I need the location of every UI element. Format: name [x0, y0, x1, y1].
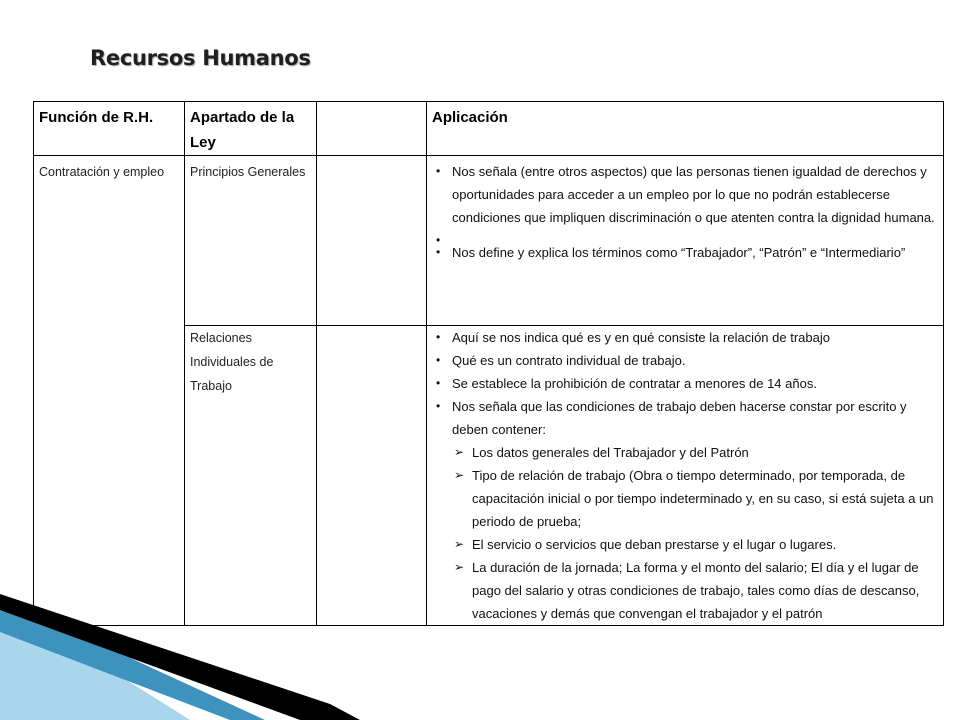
- sub-list-item: [452, 533, 938, 556]
- cell-aplicacion: [427, 326, 944, 626]
- cell-funcion: Contratación y empleo: [34, 156, 185, 626]
- sub-list-item-text: Tipo de relación de trabajo (Obra o tiempo determinado, por temporada, de capacitación inicial o por tiempo indeterminado y, en su caso, si está sujeta a un periodo de prueba;: [472, 468, 934, 529]
- slide-title: Recursos Humanos: [90, 46, 311, 70]
- list-item: • Aquí se nos indica qué es y en qué consiste la relación de trabajo: [432, 326, 938, 349]
- arrow-bullet-icon: ➢: [454, 445, 465, 459]
- arrow-bullet-icon: ➢: [454, 560, 465, 574]
- cell-apartado: Relaciones Individuales de Trabajo: [185, 326, 317, 626]
- list-item: • Se establece la prohibición de contratar a menores de 14 años.: [432, 372, 938, 395]
- list-item: • Nos define y explica los términos como “Trabajador”, “Patrón” e “Intermediario”: [432, 241, 938, 264]
- header-aplicacion: Aplicación: [427, 102, 944, 156]
- sub-list-item: [452, 464, 938, 533]
- arrow-bullet-icon: ➢: [454, 537, 465, 551]
- cell-aplicacion: [427, 156, 944, 326]
- cell-apartado: Principios Generales: [185, 156, 317, 326]
- header-apartado: Apartado de la Ley: [185, 102, 317, 156]
- sub-list-item-text: El servicio o servicios que deban prestarse y el lugar o lugares.: [472, 537, 837, 552]
- table-row: [34, 156, 944, 326]
- decorative-swoosh: [0, 580, 420, 720]
- list-spacer: [432, 229, 938, 241]
- subitem-list: [452, 441, 938, 625]
- sub-list-item-text: Los datos generales del Trabajador y del Patrón: [472, 445, 749, 460]
- sub-list-item-text: La duración de la jornada; La forma y el monto del salario; El día y el lugar de pago del salario y otras condiciones de trabajo, tales como días de descanso, vacaciones y demás que convengan el trabajador y el patrón: [472, 560, 920, 621]
- header-funcion: Función de R.H.: [34, 102, 185, 156]
- aplicacion-list: [432, 160, 938, 264]
- list-item: • Nos señala (entre otros aspectos) que las personas tienen igualdad de derechos y oportunidades para acceder a un empleo por lo que no podrán establecerse condiciones que impliquen discriminación o que atenten contra la dignidad humana.: [432, 160, 938, 229]
- cell-empty: [317, 156, 427, 326]
- aplicacion-list: [432, 326, 938, 441]
- list-item: • Qué es un contrato individual de trabajo.: [432, 349, 938, 372]
- arrow-bullet-icon: ➢: [454, 468, 465, 482]
- list-item: • Nos señala que las condiciones de trabajo deben hacerse constar por escrito y deben contener:: [432, 395, 938, 441]
- table-header-row: [34, 102, 944, 156]
- sub-list-item: [452, 556, 938, 625]
- header-empty: [317, 102, 427, 156]
- hr-table: [33, 101, 944, 626]
- sub-list-item: [452, 441, 938, 464]
